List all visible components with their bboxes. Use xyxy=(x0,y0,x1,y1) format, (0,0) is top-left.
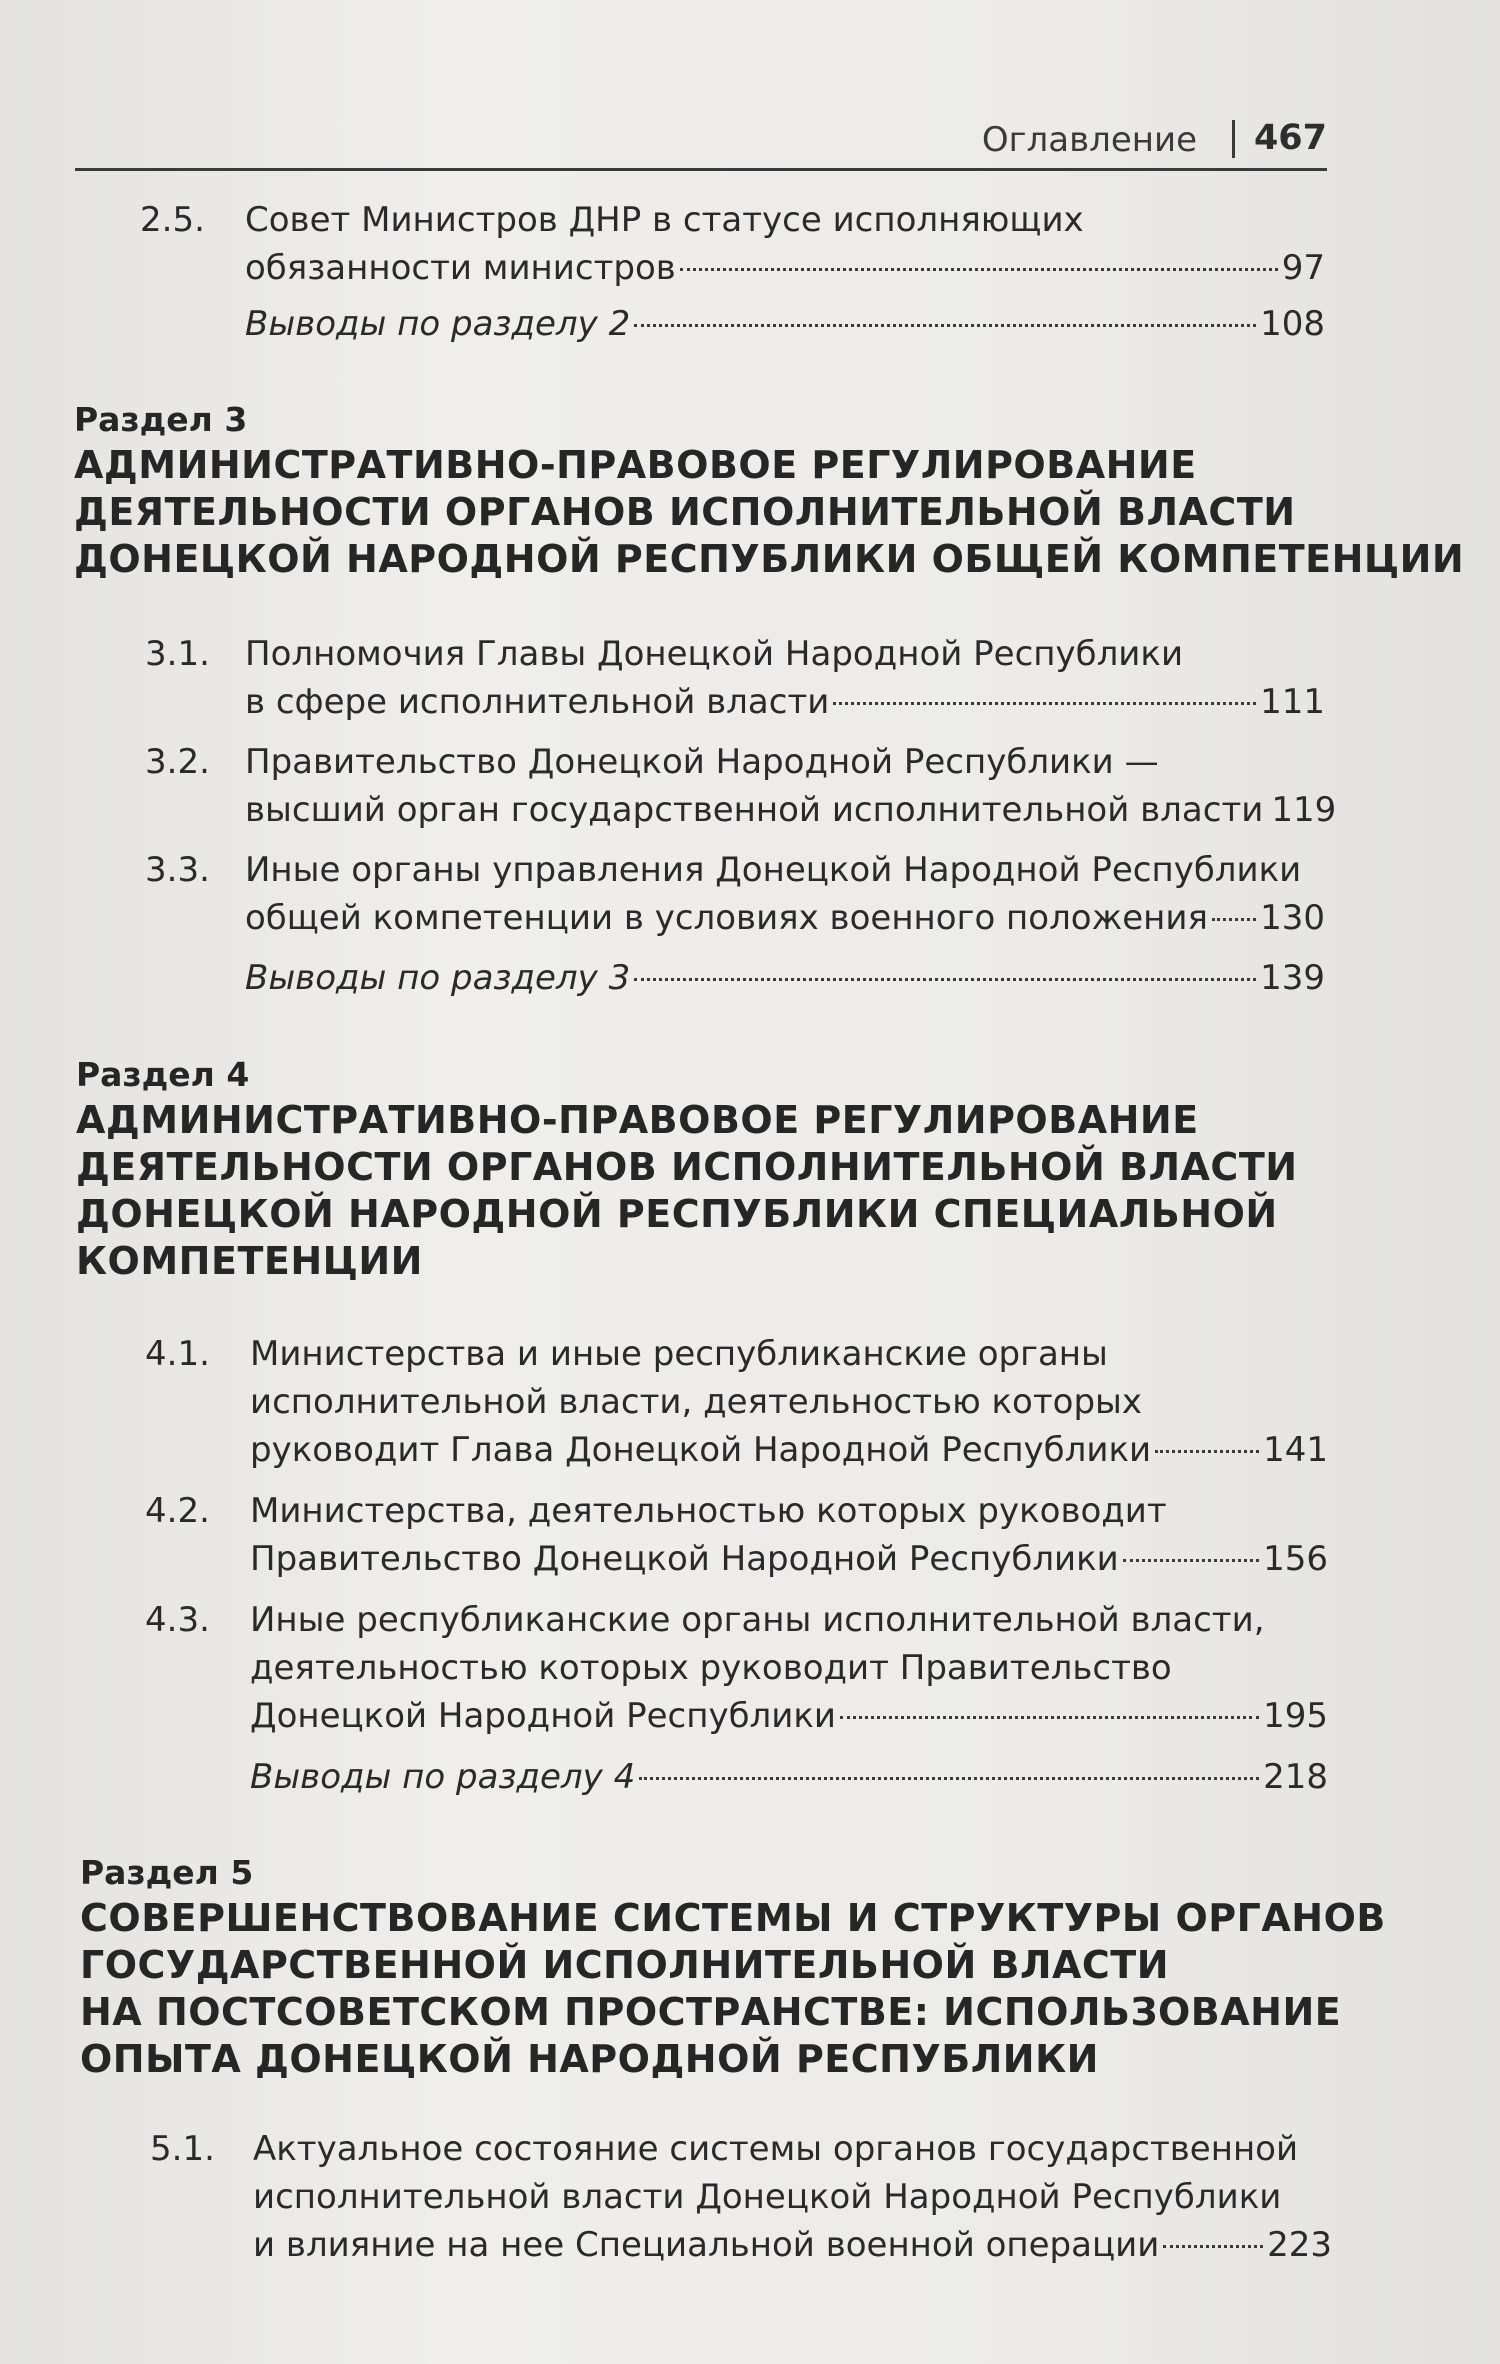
entry-page-number: 195 xyxy=(1263,1696,1328,1736)
section-title-line: ГОСУДАРСТВЕННОЙ ИСПОЛНИТЕЛЬНОЙ ВЛАСТИ xyxy=(80,1943,1170,1987)
dot-leader xyxy=(1212,918,1256,921)
section-label: Раздел 4 xyxy=(76,1055,250,1094)
section-title xyxy=(74,442,1464,583)
dot-leader xyxy=(680,268,1278,271)
section-title-line: КОМПЕТЕНЦИИ xyxy=(76,1239,423,1283)
running-header xyxy=(75,118,1327,171)
entry-title-line: исполнительной власти Донецкой Народной Республики xyxy=(253,2177,1282,2217)
entry-leader-line xyxy=(245,954,1325,1002)
entry-title-line: деятельностью которых руководит Правительство xyxy=(250,1648,1172,1688)
entry-number: 5.1. xyxy=(150,2129,215,2169)
section-title-line: НА ПОСТСОВЕТСКОМ ПРОСТРАНСТВЕ: ИСПОЛЬЗОВАНИЕ xyxy=(80,1990,1342,2034)
entry-page-number: 156 xyxy=(1263,1539,1328,1579)
entry-page-number: 218 xyxy=(1263,1757,1328,1797)
section-title-line: АДМИНИСТРАТИВНО-ПРАВОВОЕ РЕГУЛИРОВАНИЕ xyxy=(76,1098,1199,1142)
dot-leader xyxy=(1163,2245,1263,2248)
entry-leader-line xyxy=(245,300,1325,348)
section-title-line: ОПЫТА ДОНЕЦКОЙ НАРОДНОЙ РЕСПУБЛИКИ xyxy=(80,2037,1099,2081)
section-title-line: ДОНЕЦКОЙ НАРОДНОЙ РЕСПУБЛИКИ СПЕЦИАЛЬНОЙ xyxy=(76,1192,1278,1236)
entry-title-line: Правительство Донецкой Народной Республики — xyxy=(245,742,1159,782)
entry-number: 3.1. xyxy=(145,634,210,674)
entry-body xyxy=(245,300,1325,348)
entry-leader-line xyxy=(245,244,1325,292)
entry-body xyxy=(245,630,1325,726)
section-title xyxy=(76,1097,1298,1285)
entry-title-line: Правительство Донецкой Народной Республики xyxy=(250,1539,1119,1579)
entry-title-line: в сфере исполнительной власти xyxy=(245,682,830,722)
entry-page-number: 97 xyxy=(1281,248,1325,288)
header-page-number: 467 xyxy=(1253,118,1327,158)
section-title-line: ДЕЯТЕЛЬНОСТИ ОРГАНОВ ИСПОЛНИТЕЛЬНОЙ ВЛАСТИ xyxy=(76,1145,1298,1189)
entry-body xyxy=(250,1487,1328,1583)
entry-number: 4.1. xyxy=(145,1334,210,1374)
header-title: Оглавление xyxy=(981,120,1197,160)
entry-page-number: 108 xyxy=(1260,304,1325,344)
entry-body xyxy=(250,1330,1328,1474)
entry-body xyxy=(250,1596,1328,1740)
section-title-line: АДМИНИСТРАТИВНО-ПРАВОВОЕ РЕГУЛИРОВАНИЕ xyxy=(74,443,1197,487)
entry-leader-line xyxy=(250,1753,1328,1801)
entry-title-line: Иные органы управления Донецкой Народной Республики xyxy=(245,850,1302,890)
entry-title-line: общей компетенции в условиях военного положения xyxy=(245,898,1208,938)
section-title-line: ДОНЕЦКОЙ НАРОДНОЙ РЕСПУБЛИКИ ОБЩЕЙ КОМПЕТЕНЦИИ xyxy=(74,537,1465,581)
section-conclusions-label: Выводы по разделу 2 xyxy=(245,304,631,344)
entry-leader-line xyxy=(245,678,1325,726)
entry-body xyxy=(250,1753,1328,1801)
entry-title-line: и влияние на нее Специальной военной операции xyxy=(253,2225,1160,2265)
entry-leader-line xyxy=(245,786,1337,834)
entry-body xyxy=(253,2125,1332,2269)
section-title-line: СОВЕРШЕНСТВОВАНИЕ СИСТЕМЫ И СТРУКТУРЫ ОРГАНОВ xyxy=(80,1896,1386,1940)
entry-title-line: Совет Министров ДНР в статусе исполняющих xyxy=(245,200,1084,240)
section-label: Раздел 5 xyxy=(80,1853,254,1892)
section-conclusions-label: Выводы по разделу 4 xyxy=(250,1757,636,1797)
entry-leader-line xyxy=(250,1535,1328,1583)
entry-page-number: 141 xyxy=(1263,1430,1328,1470)
entry-leader-line xyxy=(253,2221,1332,2269)
entry-number: 3.3. xyxy=(145,850,210,890)
entry-number: 2.5. xyxy=(140,200,205,240)
entry-leader-line xyxy=(245,894,1325,942)
entry-title-line: высший орган государственной исполнительной власти xyxy=(245,790,1264,830)
entry-title-line: Актуальное состояние системы органов государственной xyxy=(253,2129,1299,2169)
entry-page-number: 111 xyxy=(1260,682,1325,722)
entry-title-line: обязанности министров xyxy=(245,248,676,288)
dot-leader xyxy=(634,324,1256,327)
section-conclusions-label: Выводы по разделу 3 xyxy=(245,958,631,998)
entry-title-line: исполнительной власти, деятельностью которых xyxy=(250,1382,1142,1422)
entry-number: 4.2. xyxy=(145,1491,210,1531)
section-title xyxy=(80,1895,1386,2083)
entry-leader-line xyxy=(250,1426,1328,1474)
entry-body xyxy=(245,846,1325,942)
entry-title-line: Донецкой Народной Республики xyxy=(250,1696,837,1736)
entry-title-line: руководит Глава Донецкой Народной Республики xyxy=(250,1430,1152,1470)
entry-body xyxy=(245,196,1325,292)
entry-number: 4.3. xyxy=(145,1600,210,1640)
section-label: Раздел 3 xyxy=(74,400,248,439)
dot-leader xyxy=(840,1716,1259,1719)
entry-page-number: 139 xyxy=(1260,958,1325,998)
entry-number: 3.2. xyxy=(145,742,210,782)
entry-page-number: 223 xyxy=(1267,2225,1332,2265)
entry-title-line: Полномочия Главы Донецкой Народной Республики xyxy=(245,634,1184,674)
entry-title-line: Иные республиканские органы исполнительной власти, xyxy=(250,1600,1265,1640)
dot-leader xyxy=(639,1777,1259,1780)
entry-leader-line xyxy=(250,1692,1328,1740)
dot-leader xyxy=(833,702,1256,705)
entry-body xyxy=(245,954,1325,1002)
entry-page-number: 130 xyxy=(1260,898,1325,938)
dot-leader xyxy=(634,978,1256,981)
header-separator xyxy=(1232,120,1235,158)
entry-title-line: Министерства, деятельностью которых руководит xyxy=(250,1491,1167,1531)
entry-title-line: Министерства и иные республиканские органы xyxy=(250,1334,1108,1374)
entry-body xyxy=(245,738,1337,834)
dot-leader xyxy=(1155,1450,1259,1453)
entry-page-number: 119 xyxy=(1271,790,1337,830)
dot-leader xyxy=(1123,1559,1259,1562)
section-title-line: ДЕЯТЕЛЬНОСТИ ОРГАНОВ ИСПОЛНИТЕЛЬНОЙ ВЛАСТИ xyxy=(74,490,1296,534)
